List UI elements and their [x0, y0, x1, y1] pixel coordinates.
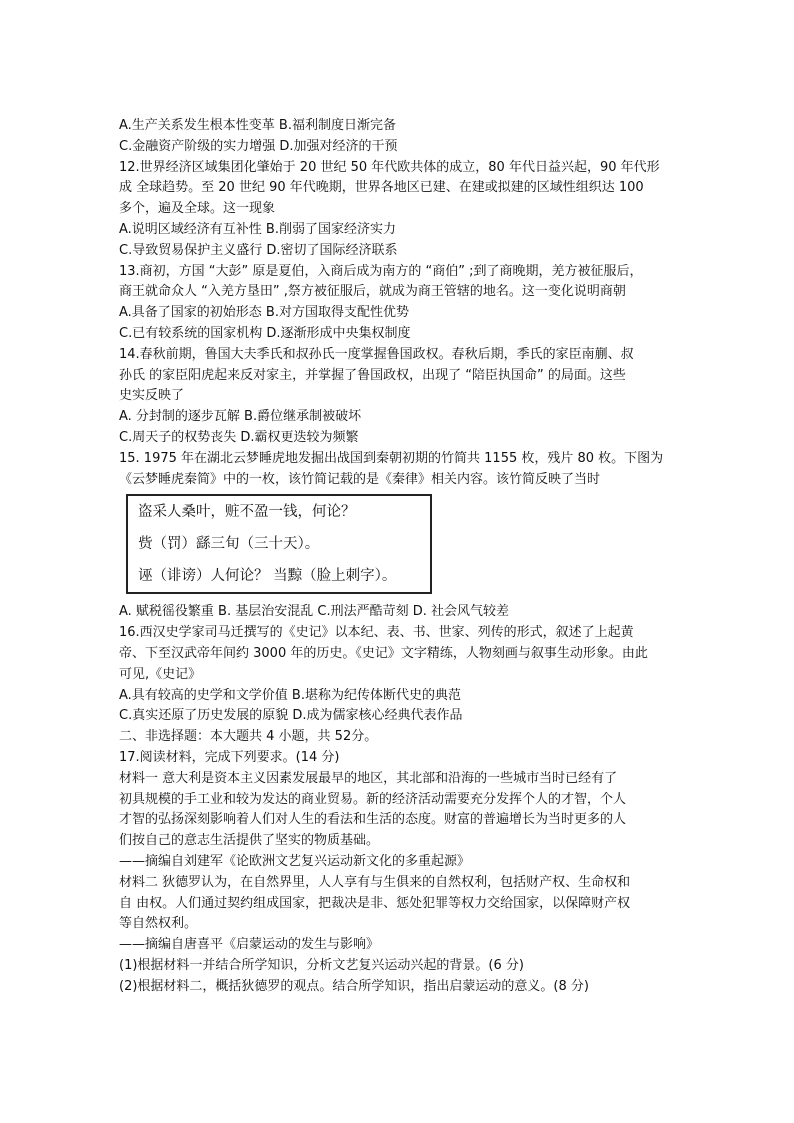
q17-material2-line-1: 材料二 狄德罗认为，在自然界里，人人享有与生俱来的自然权利，包括财产权、生命权和 — [119, 874, 631, 890]
q12-stem-line-2: 成 全球趋势。至 20 世纪 90 年代晚期，世界各地区已建、在建或拟建的区域性组织达 100 — [119, 180, 644, 196]
q17-question-1: (1)根据材料一并结合所学知识，分析文艺复兴运动兴起的背景。(6 分) — [119, 957, 524, 973]
q12-stem-line-1: 12.世界经济区域集团化肇始于 20 世纪 50 年代欧共体的成立，80 年代日益兴起，90 年代形 — [119, 159, 660, 175]
q17-source-2: ——摘编自唐喜平《启蒙运动的发生与影响》 — [119, 937, 380, 953]
q17-material1-line-4: 们按自己的意志生活提供了坚实的物质基础。 — [119, 833, 380, 849]
q14-stem-line-2: 孙氏 的家臣阳虎起来反对家主，并掌握了鲁国政权，出现了 “陪臣执国命” 的局面。这些 — [119, 367, 626, 383]
q11-option-cd: C.金融资产阶级的实力增强 D.加强对经济的干预 — [119, 138, 398, 154]
q15-stem-line-1: 15. 1975 年在湖北云梦睡虎地发掘出战国到秦朝初期的竹简共 1155 枚，残片 80 枚。下图为 — [119, 450, 664, 466]
q17-title: 17.阅读材料，完成下列要求。(14 分) — [119, 749, 340, 765]
q12-option-cd: C.导致贸易保护主义盛行 D.密切了国际经济联系 — [119, 242, 398, 258]
exam-page — [119, 116, 699, 997]
q16-stem-line-2: 帝、下至汉武帝年间约 3000 年的历史。《史记》文字精练，人物刻画与叙事生动形象。由此 — [119, 645, 648, 661]
q12-option-ab: A.说明区域经济有互补性 B.削弱了国家经济实力 — [119, 221, 396, 237]
q13-stem-line-1: 13.商初，方国 “大彭” 原是夏伯，入商后成为南方的 “商伯” ;到了商晚期，羌方被征服后， — [119, 263, 643, 279]
q17-material2-line-3: 等自然权利。 — [119, 916, 198, 932]
q17-material1-line-1: 材料一 意大利是资本主义因素发展最早的地区，其北部和沿海的一些城市当时已经有了 — [119, 770, 618, 786]
q17-material1-line-2: 初具规模的手工业和较为发达的商业贸易。新的经济活动需要充分发挥个人的才智，个人 — [119, 791, 627, 807]
slip-line-2: 赀（罚）繇三旬（三十天）。 — [138, 536, 320, 553]
bamboo-slip-text-box — [126, 494, 432, 594]
q11-option-ab: A.生产关系发生根本性变革 B.福利制度日渐完备 — [119, 118, 396, 133]
q13-option-ab: A.具备了国家的初始形态 B.对方国取得支配性优势 — [119, 305, 409, 321]
q13-stem-line-2: 商王就命众人 “入羌方垦田” ,祭方被征服后，就成为商王管辖的地名。这一变化说明商朝 — [119, 284, 626, 300]
q14-stem-line-3: 史实反映了 — [119, 388, 185, 404]
q16-stem-line-1: 16.西汉史学家司马迁撰写的《史记》以本纪、表、书、世家、列传的形式，叙述了上起黄 — [119, 625, 634, 641]
q16-stem-line-3: 可见,《史记》 — [119, 666, 202, 682]
q16-option-ab: A.具有较高的史学和文学价值 B.堪称为纪传体断代史的典范 — [119, 687, 461, 703]
q14-option-cd: C.周天子的权势丧失 D.霸权更迭较为频繁 — [119, 429, 359, 445]
slip-line-3: 诬（诽谤）人何论？ 当黥（脸上刺字）。 — [138, 568, 397, 585]
q17-material1-line-3: 才智的弘扬深刻影响着人们对人生的看法和生活的态度。财富的普遍增长为当时更多的人 — [119, 812, 627, 828]
q17-question-2: (2)根据材料二，概括狄德罗的观点。结合所学知识，指出启蒙运动的意义。(8 分) — [119, 978, 589, 994]
slip-line-1: 盗采人桑叶，赃不盈一钱，何论？ — [138, 504, 356, 521]
q17-material2-line-2: 自 由权。人们通过契约组成国家，把裁决是非、惩处犯罪等权力交给国家，以保障财产权 — [119, 895, 631, 911]
q17-source-1: ——摘编自刘建军《论欧洲文艺复兴运动新文化的多重起源》 — [119, 853, 471, 869]
q14-option-ab: A. 分封制的逐步瓦解 B.爵位继承制被破坏 — [119, 409, 362, 425]
q15-stem-line-2: 《云梦睡虎秦简》中的一枚，该竹简记载的是《秦律》相关内容。该竹简反映了当时 — [119, 471, 601, 487]
q16-option-cd: C.真实还原了历史发展的原貌 D.成为儒家核心经典代表作品 — [119, 708, 463, 724]
section-2-heading: 二、非选择题：本大题共 4 小题，共 52分。 — [119, 729, 378, 745]
q12-stem-line-3: 多个，遍及全球。这一现象 — [119, 201, 276, 217]
q13-option-cd: C.已有较系统的国家机构 D.逐渐形成中央集权制度 — [119, 325, 411, 341]
q15-options: A. 赋税徭役繁重 B. 基层治安混乱 C.刑法严酷苛刻 D. 社会风气较差 — [119, 604, 509, 620]
q14-stem-line-1: 14.春秋前期，鲁国大夫季氏和叔孙氏一度掌握鲁国政权。春秋后期，季氏的家臣南蒯、叔 — [119, 346, 634, 362]
